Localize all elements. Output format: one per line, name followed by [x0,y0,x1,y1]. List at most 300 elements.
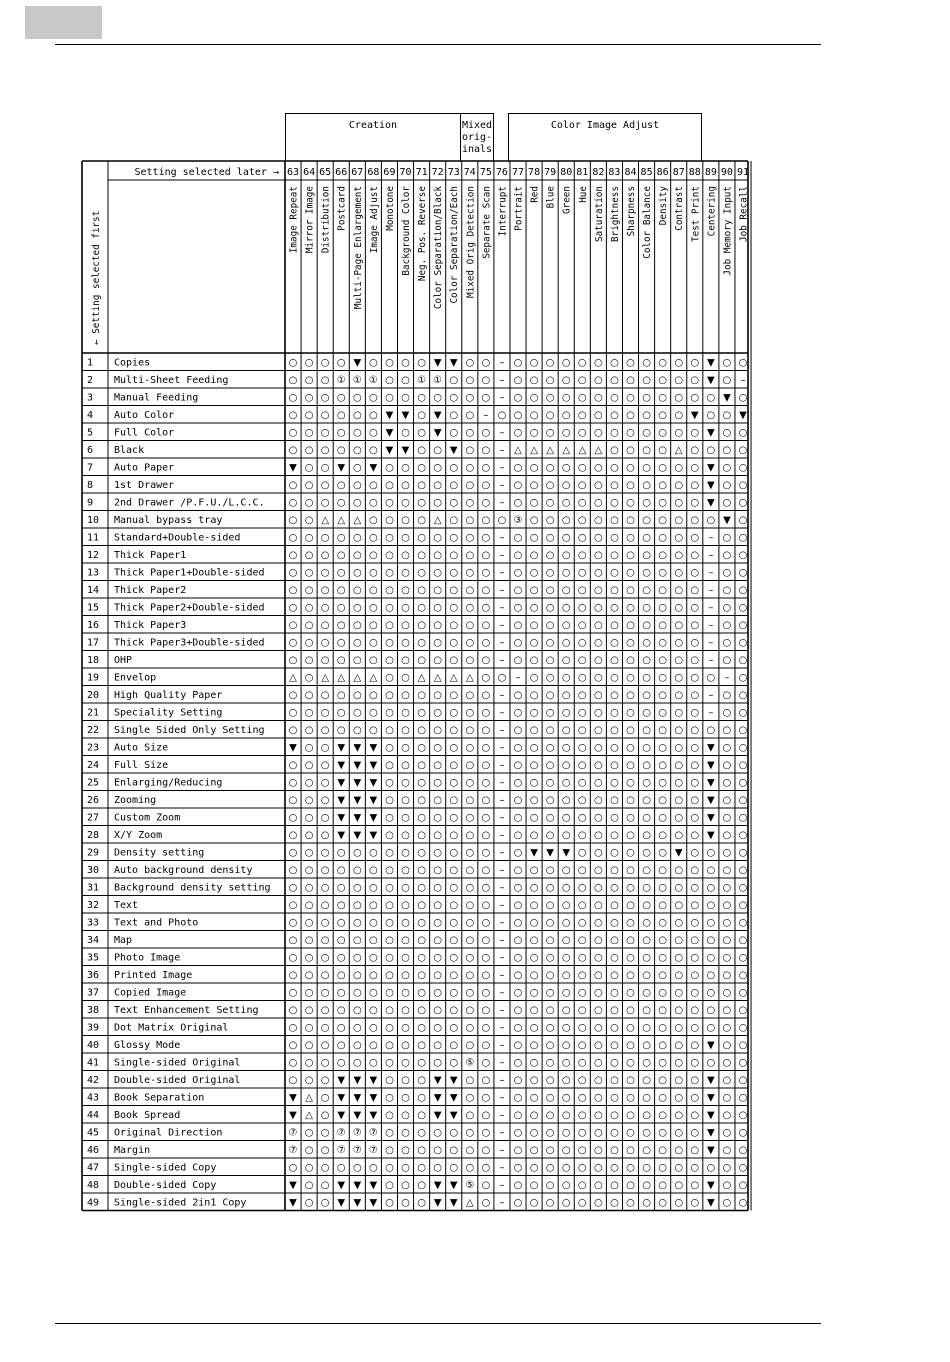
cell-symbol: ○ [288,970,298,982]
cell-symbol: ▼ [433,410,442,422]
cell-symbol: ○ [465,900,475,912]
cell-symbol: ○ [304,462,314,474]
cell-symbol: ○ [658,357,668,369]
cell-symbol: ○ [449,812,459,824]
cell-symbol: ○ [690,480,700,492]
cell-symbol: ○ [401,1180,410,1192]
cell-symbol: ▼ [353,357,362,369]
cell-symbol: ⑦ [352,1145,362,1157]
cell-symbol: ○ [690,550,700,562]
cell-symbol: ○ [417,620,426,632]
cell-symbol: ○ [288,865,298,877]
cell-symbol: ○ [706,410,716,422]
cell-symbol: ○ [481,795,491,807]
cell-symbol: ○ [465,882,475,894]
column-number: 67 [351,167,364,178]
cell-symbol: ○ [401,672,410,684]
cell-symbol: ○ [658,917,668,929]
cell-symbol: ○ [529,1127,539,1139]
cell-symbol: ○ [465,760,475,772]
cell-symbol: ○ [433,760,443,772]
cell-symbol: ▼ [369,462,378,474]
cell-symbol: ○ [593,900,603,912]
cell-symbol: ○ [642,1092,651,1104]
cell-symbol: ○ [417,760,426,772]
cell-symbol: ○ [674,882,684,894]
cell-symbol: ○ [658,777,668,789]
cell-symbol: ○ [417,410,426,422]
cell-symbol: ○ [449,690,459,702]
cell-symbol: ○ [690,725,700,737]
cell-symbol: ○ [417,777,426,789]
cell-symbol: ○ [658,602,668,614]
cell-symbol: ○ [385,935,394,947]
cell-symbol: ○ [577,1092,587,1104]
cell-symbol: ○ [433,1022,443,1034]
cell-symbol: ○ [304,1057,314,1069]
cell-symbol: ○ [465,742,475,754]
cell-symbol: ○ [513,830,523,842]
row-number: 11 [87,532,100,544]
cell-symbol: ○ [385,1022,394,1034]
cell-symbol: ○ [385,1057,394,1069]
cell-symbol: ○ [561,497,571,509]
cell-symbol: ○ [465,515,475,527]
cell-symbol: ○ [674,375,684,387]
cell-symbol: ○ [642,917,651,929]
cell-symbol: ○ [481,935,491,947]
row-number: 37 [87,987,100,999]
cell-symbol: ○ [738,970,748,982]
cell-symbol: ○ [513,777,523,789]
cell-symbol: ○ [626,515,635,527]
cell-symbol: ○ [674,830,684,842]
cell-symbol: ○ [642,620,651,632]
cell-symbol: ○ [465,567,475,579]
cell-symbol: ○ [626,795,635,807]
cell-symbol: ○ [513,375,523,387]
cell-symbol: ○ [690,847,700,859]
column-number: 79 [544,167,557,178]
cell-symbol: ○ [577,882,587,894]
cell-symbol: ○ [722,602,732,614]
cell-symbol: ○ [320,1022,330,1034]
cell-symbol: ○ [593,672,603,684]
cell-symbol: ○ [417,1110,426,1122]
row-number: 36 [87,969,100,981]
cell-symbol: ⑦ [336,1145,346,1157]
cell-symbol: ▼ [449,357,458,369]
cell-symbol: ▼ [369,1092,378,1104]
cell-symbol: ○ [385,742,394,754]
row-label: Envelop [114,672,157,684]
cell-symbol: ▼ [385,445,394,457]
cell-symbol: ○ [465,1092,475,1104]
cell-symbol: ○ [529,952,539,964]
cell-symbol: ○ [738,637,748,649]
cell-symbol: ○ [513,1022,523,1034]
cell-symbol: ○ [336,970,346,982]
cell-symbol: ○ [304,1162,314,1174]
cell-symbol: ○ [722,795,732,807]
cell-symbol: ▼ [337,462,346,474]
cell-symbol: ○ [417,812,426,824]
cell-symbol: ○ [610,917,619,929]
cell-symbol: ○ [545,462,555,474]
cell-symbol: ○ [304,602,314,614]
cell-symbol: ○ [545,357,555,369]
cell-symbol: ○ [690,427,700,439]
cell-symbol: ○ [577,1075,587,1087]
cell-symbol: ○ [481,480,491,492]
cell-symbol: △ [337,515,346,527]
cell-symbol: ○ [304,550,314,562]
cell-symbol: ○ [465,550,475,562]
cell-symbol: ○ [674,1110,684,1122]
cell-symbol: ▼ [401,445,410,457]
cell-symbol: ○ [401,795,410,807]
cell-symbol: ○ [433,585,443,597]
row-label: 1st Drawer [114,479,175,491]
cell-symbol: ○ [401,462,410,474]
cell-symbol: – [499,970,505,982]
cell-symbol: ○ [417,392,426,404]
cell-symbol: ○ [417,480,426,492]
cell-symbol: ○ [674,1022,684,1034]
cell-symbol: ○ [561,375,571,387]
cell-symbol: ▼ [546,847,555,859]
cell-symbol: ○ [304,882,314,894]
cell-symbol: ○ [545,952,555,964]
cell-symbol: ○ [738,847,748,859]
cell-symbol: ○ [513,602,523,614]
cell-symbol: ○ [385,497,394,509]
cell-symbol: ○ [449,480,459,492]
cell-symbol: ○ [481,585,491,597]
cell-symbol: ○ [352,707,362,719]
cell-symbol: ○ [722,777,732,789]
cell-symbol: ▼ [353,1092,362,1104]
cell-symbol: ○ [433,882,443,894]
cell-symbol: ○ [352,987,362,999]
cell-symbol: ○ [658,795,668,807]
cell-symbol: ○ [529,1057,539,1069]
cell-symbol: ▼ [433,357,442,369]
cell-symbol: ○ [593,777,603,789]
cell-symbol: ▼ [289,1180,297,1192]
cell-symbol: ○ [513,532,523,544]
cell-symbol: ○ [288,1057,298,1069]
cell-symbol: ○ [417,602,426,614]
cell-symbol: ○ [658,760,668,772]
cell-symbol: ○ [545,760,555,772]
cell-symbol: ○ [320,1162,330,1174]
cell-symbol: ○ [320,620,330,632]
column-name: Sharpness [626,186,638,237]
cell-symbol: ○ [288,392,298,404]
cell-symbol: ○ [610,462,619,474]
cell-symbol: ○ [401,1005,410,1017]
cell-symbol: ○ [401,847,410,859]
column-number: 71 [415,167,428,178]
cell-symbol: ○ [738,952,748,964]
cell-symbol: ▼ [433,427,442,439]
cell-symbol: ○ [288,707,298,719]
cell-symbol: ○ [545,812,555,824]
row-number: 23 [87,742,100,754]
cell-symbol: ○ [674,725,684,737]
cell-symbol: ① [336,375,346,387]
cell-symbol: ○ [561,917,571,929]
cell-symbol: ○ [642,1127,651,1139]
cell-symbol: ○ [385,515,394,527]
cell-symbol: ▼ [289,462,297,474]
cell-symbol: ○ [738,585,748,597]
group-creation-label: Creation [348,120,398,131]
cell-symbol: ▼ [369,830,378,842]
cell-symbol: ○ [610,725,619,737]
cell-symbol: ○ [336,882,346,894]
cell-symbol: ○ [352,952,362,964]
cell-symbol: ○ [529,1180,539,1192]
cell-symbol: ○ [674,497,684,509]
row-number: 22 [87,724,100,736]
cell-symbol: ○ [369,725,378,737]
row-label: Glossy Mode [114,1039,181,1051]
cell-symbol: ○ [561,515,571,527]
cell-symbol: ○ [401,1162,410,1174]
cell-symbol: ○ [545,655,555,667]
cell-symbol: ○ [626,1127,635,1139]
cell-symbol: ○ [513,970,523,982]
cell-symbol: ○ [658,1145,668,1157]
cell-symbol: ○ [513,1162,523,1174]
cell-symbol: ○ [320,375,330,387]
cell-symbol: ○ [674,1197,684,1209]
cell-symbol: ○ [706,865,716,877]
cell-symbol: ○ [304,637,314,649]
cell-symbol: ○ [577,602,587,614]
cell-symbol: ○ [433,742,443,754]
cell-symbol: ○ [626,550,635,562]
row-number: 2 [87,374,94,386]
cell-symbol: ○ [593,935,603,947]
cell-symbol: ○ [336,725,346,737]
cell-symbol: ○ [722,917,732,929]
cell-symbol: ○ [658,567,668,579]
cell-symbol: ○ [320,1092,330,1104]
cell-symbol: ○ [513,410,523,422]
column-number: 81 [576,167,589,178]
cell-symbol: ○ [674,795,684,807]
cell-symbol: ○ [417,865,426,877]
cell-symbol: ▼ [369,760,378,772]
cell-symbol: △ [417,672,426,684]
cell-symbol: ○ [417,952,426,964]
cell-symbol: △ [433,515,442,527]
cell-symbol: ○ [433,1145,443,1157]
cell-symbol: ○ [320,550,330,562]
cell-symbol: ○ [658,1075,668,1087]
column-name: Saturation [593,186,605,242]
cell-symbol: ▼ [289,1197,297,1209]
cell-symbol: ○ [658,812,668,824]
cell-symbol: ○ [658,900,668,912]
cell-symbol: ○ [610,952,619,964]
row-number: 26 [87,794,100,806]
cell-symbol: ○ [529,497,539,509]
cell-symbol: ○ [513,585,523,597]
cell-symbol: ○ [481,847,491,859]
cell-symbol: ○ [288,882,298,894]
cell-symbol: ○ [465,532,475,544]
cell-symbol: ○ [706,392,716,404]
cell-symbol: ▼ [433,1197,442,1209]
cell-symbol: ○ [336,585,346,597]
cell-symbol: ○ [385,602,394,614]
cell-symbol: ○ [481,970,491,982]
cell-symbol: ○ [320,795,330,807]
cell-symbol: – [740,375,746,387]
cell-symbol: ○ [465,1075,475,1087]
cell-symbol: ○ [658,1040,668,1052]
cell-symbol: ○ [593,1092,603,1104]
cell-symbol: ▼ [449,1197,458,1209]
cell-symbol: ○ [626,480,635,492]
cell-symbol: ○ [304,655,314,667]
cell-symbol: ○ [401,1057,410,1069]
cell-symbol: ○ [481,672,491,684]
cell-symbol: ○ [593,620,603,632]
cell-symbol: ○ [577,532,587,544]
cell-symbol: – [708,550,714,562]
cell-symbol: ○ [433,830,443,842]
cell-symbol: ○ [320,445,330,457]
row-number: 7 [87,462,94,474]
cell-symbol: ○ [417,1180,426,1192]
cell-symbol: ○ [674,480,684,492]
cell-symbol: – [708,602,714,614]
cell-symbol: △ [465,1197,474,1209]
cell-symbol: ○ [561,620,571,632]
cell-symbol: ○ [529,480,539,492]
cell-symbol: ○ [336,532,346,544]
column-name: Density [658,186,670,226]
cell-symbol: ○ [288,497,298,509]
row-label: Book Separation [114,1092,205,1104]
row-number: 4 [87,409,94,421]
cell-symbol: ▼ [449,1110,458,1122]
cell-symbol: ○ [449,462,459,474]
cell-symbol: ○ [288,917,298,929]
row-number: 14 [87,584,100,596]
cell-symbol: △ [369,672,378,684]
cell-symbol: ○ [674,1145,684,1157]
cell-symbol: ○ [674,1127,684,1139]
cell-symbol: ○ [738,865,748,877]
cell-symbol: ○ [577,655,587,667]
cell-symbol: ○ [642,900,651,912]
cell-symbol: ○ [577,480,587,492]
cell-symbol: ○ [320,952,330,964]
row-label: High Quality Paper [114,689,223,701]
cell-symbol: – [499,532,505,544]
cell-symbol: ○ [610,865,619,877]
cell-symbol: ○ [336,480,346,492]
cell-symbol: ○ [674,637,684,649]
cell-symbol: ○ [722,952,732,964]
cell-symbol: ○ [465,480,475,492]
cell-symbol: ○ [593,760,603,772]
cell-symbol: ○ [593,497,603,509]
cell-symbol: ○ [706,935,716,947]
cell-symbol: ○ [658,1110,668,1122]
cell-symbol: ○ [722,1197,732,1209]
cell-symbol: ▼ [401,410,410,422]
cell-symbol: ○ [449,497,459,509]
row-label: Text Enhancement Setting [114,1004,259,1016]
cell-symbol: ○ [610,1057,619,1069]
column-number: 66 [335,167,348,178]
cell-symbol: ○ [352,497,362,509]
cell-symbol: ○ [561,987,571,999]
cell-symbol: ○ [369,445,378,457]
cell-symbol: ○ [369,637,378,649]
cell-symbol: ○ [401,952,410,964]
cell-symbol: ○ [593,830,603,842]
cell-symbol: ○ [513,707,523,719]
cell-symbol: ○ [385,900,394,912]
cell-symbol: ○ [465,952,475,964]
cell-symbol: ○ [513,725,523,737]
cell-symbol: ○ [626,1075,635,1087]
cell-symbol: ○ [545,672,555,684]
cell-symbol: ○ [610,847,619,859]
cell-symbol: ○ [401,567,410,579]
cell-symbol: ○ [513,567,523,579]
cell-symbol: ○ [385,1092,394,1104]
cell-symbol: ○ [417,1127,426,1139]
row-number: 32 [87,899,100,911]
cell-symbol: ○ [513,987,523,999]
cell-symbol: ○ [304,427,314,439]
cell-symbol: ○ [690,1005,700,1017]
cell-symbol: ○ [545,427,555,439]
cell-symbol: ○ [385,375,394,387]
cell-symbol: ○ [610,532,619,544]
cell-symbol: ○ [336,410,346,422]
column-name: Color Balance [642,186,654,259]
cell-symbol: ○ [529,935,539,947]
cell-symbol: ○ [722,480,732,492]
cell-symbol: ○ [626,742,635,754]
cell-symbol: ○ [320,777,330,789]
row-number: 3 [87,392,94,404]
cell-symbol: ○ [577,865,587,877]
cell-symbol: ○ [722,497,732,509]
cell-symbol: ○ [561,1110,571,1122]
cell-symbol: ○ [545,742,555,754]
cell-symbol: ○ [417,567,426,579]
cell-symbol: ○ [722,742,732,754]
setting-first-label: ← Setting selected first [91,210,102,345]
cell-symbol: ○ [385,952,394,964]
cell-symbol: ○ [642,515,651,527]
cell-symbol: ○ [320,1040,330,1052]
cell-symbol: ○ [304,1075,314,1087]
cell-symbol: ○ [738,690,748,702]
cell-symbol: ○ [674,707,684,719]
